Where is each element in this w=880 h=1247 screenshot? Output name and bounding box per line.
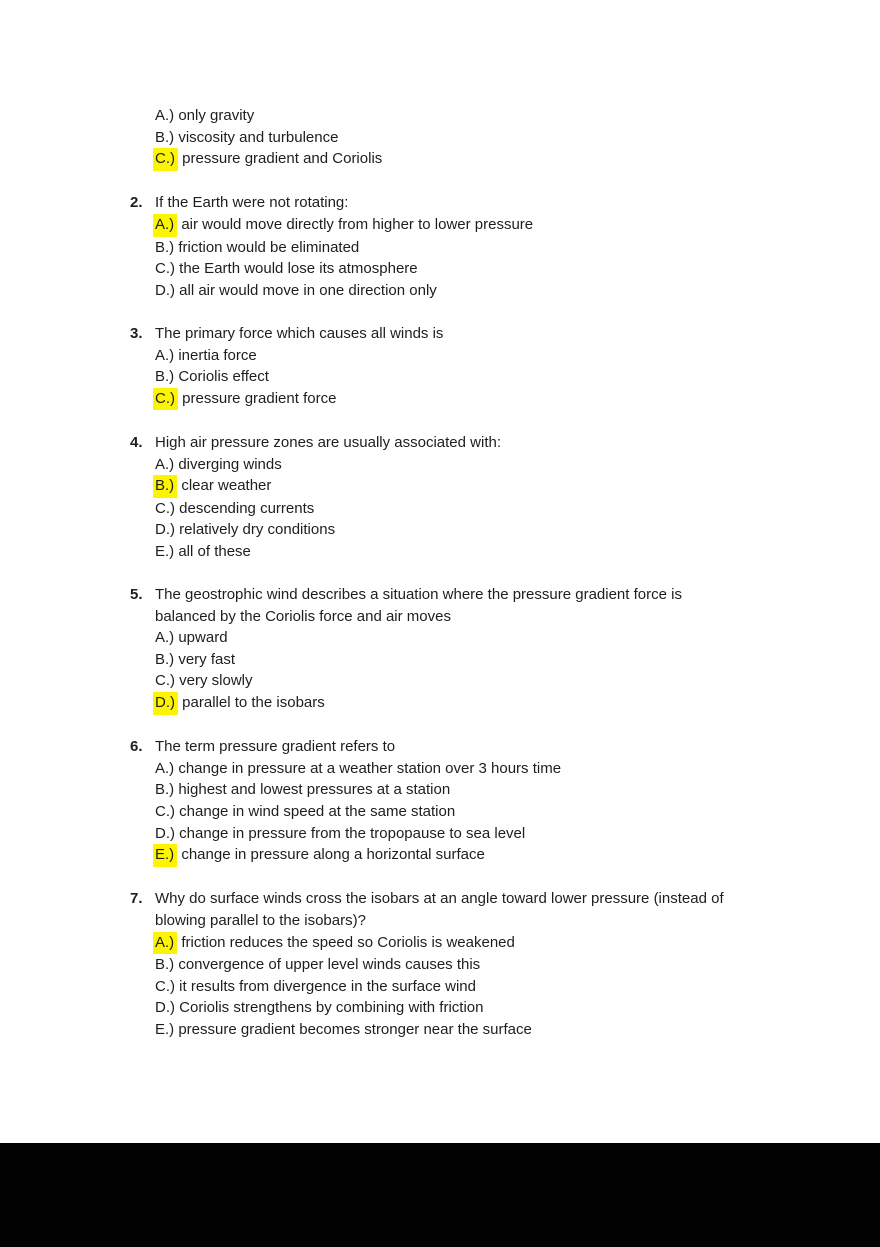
question xyxy=(130,736,825,867)
option-text: only gravity xyxy=(174,107,255,124)
answer-option xyxy=(155,541,825,563)
answer-option xyxy=(155,148,825,171)
question xyxy=(130,323,825,410)
question-number: 6. xyxy=(130,738,143,756)
option-text: change in wind speed at the same station xyxy=(175,803,456,820)
answer-option xyxy=(155,954,825,976)
question-stem: The primary force which causes all winds is xyxy=(155,324,444,342)
answer-option xyxy=(155,844,825,867)
question-header xyxy=(130,888,825,931)
answer-option xyxy=(155,345,825,367)
highlighted-option-label: C.) xyxy=(153,148,178,171)
options-list xyxy=(155,758,825,867)
option-label: D.) xyxy=(155,521,175,539)
answer-option xyxy=(155,670,825,692)
option-text: Coriolis effect xyxy=(174,368,269,386)
question-number: 5. xyxy=(130,586,143,604)
answer-option xyxy=(155,779,825,801)
option-label: A.) xyxy=(155,629,175,647)
highlighted-option-label: E.) xyxy=(153,844,177,867)
answer-option xyxy=(155,105,825,127)
option-label: E.) xyxy=(155,542,175,560)
option-text: it results from divergence in the surface wind xyxy=(175,977,476,995)
answer-option xyxy=(155,258,825,280)
options-list xyxy=(155,454,825,563)
option-label: B.) xyxy=(155,128,175,146)
option-text: change in pressure from the tropopause to sea level xyxy=(175,824,526,842)
highlighted-option-label: B.) xyxy=(153,475,177,498)
option-label: D.) xyxy=(155,824,175,842)
options-list xyxy=(155,214,825,301)
option-text: pressure gradient and Coriolis xyxy=(178,150,383,168)
option-label: D.) xyxy=(155,999,175,1017)
question-number: 7. xyxy=(130,890,143,908)
option-label: C.) xyxy=(155,977,175,995)
question-number: 3. xyxy=(130,324,143,342)
footer-bar xyxy=(0,1143,880,1247)
option-label: B.) xyxy=(155,956,175,974)
option-label: D.) xyxy=(155,281,175,299)
option-text: clear weather xyxy=(177,477,272,495)
answer-option xyxy=(155,801,825,823)
option-text: all air would move in one direction only xyxy=(175,281,437,299)
option-label: B.) xyxy=(155,368,175,386)
question xyxy=(130,432,825,563)
options-list xyxy=(155,932,825,1041)
option-text: air would move directly from higher to lower pressure xyxy=(177,215,534,233)
option-label: A.) xyxy=(155,346,175,364)
option-label: C.) xyxy=(155,672,175,690)
answer-option xyxy=(155,932,825,955)
question xyxy=(130,105,825,171)
option-text: the Earth would lose its atmosphere xyxy=(175,260,418,278)
option-text: parallel to the isobars xyxy=(178,694,325,712)
option-label: C.) xyxy=(155,499,175,517)
answer-option xyxy=(155,649,825,671)
option-text: inertia force xyxy=(174,346,257,364)
option-text: highest and lowest pressures at a station xyxy=(174,781,451,799)
answer-option xyxy=(155,454,825,476)
option-text: friction would be eliminated xyxy=(174,238,360,256)
question xyxy=(130,584,825,715)
answer-option xyxy=(155,627,825,649)
options-list xyxy=(155,345,825,411)
question-header xyxy=(130,323,825,345)
option-label: B.) xyxy=(155,781,175,799)
question-header xyxy=(130,584,825,627)
question-number: 4. xyxy=(130,433,143,451)
option-label: B.) xyxy=(155,238,175,256)
answer-option xyxy=(155,692,825,715)
answer-option xyxy=(155,997,825,1019)
question-stem: Why do surface winds cross the isobars at an angle toward lower pressure (instead of blowing parallel to the isobars)? xyxy=(155,890,724,929)
answer-option xyxy=(155,280,825,302)
question-header xyxy=(130,432,825,454)
highlighted-option-label: D.) xyxy=(153,692,178,715)
option-label: B.) xyxy=(155,650,175,668)
option-text: pressure gradient becomes stronger near the surface xyxy=(174,1020,532,1038)
answer-option xyxy=(155,214,825,237)
option-text: all of these xyxy=(174,542,251,560)
options-list xyxy=(155,105,825,171)
question-header xyxy=(130,192,825,214)
option-text: convergence of upper level winds causes this xyxy=(174,956,481,974)
option-text: relatively dry conditions xyxy=(175,521,336,539)
answer-option xyxy=(155,519,825,541)
answer-option xyxy=(155,366,825,388)
options-list xyxy=(155,627,825,714)
answer-option xyxy=(155,498,825,520)
option-label: C.) xyxy=(155,260,175,278)
option-label: A.) xyxy=(155,455,175,473)
option-label: A.) xyxy=(155,107,175,124)
questions-list xyxy=(130,105,825,1041)
option-text: pressure gradient force xyxy=(178,389,337,407)
answer-option xyxy=(155,823,825,845)
option-text: change in pressure along a horizontal surface xyxy=(177,846,485,864)
question xyxy=(130,192,825,301)
option-text: very fast xyxy=(174,650,236,668)
highlighted-option-label: C.) xyxy=(153,388,178,411)
option-label: A.) xyxy=(155,759,175,777)
option-text: viscosity and turbulence xyxy=(174,128,339,146)
answer-option xyxy=(155,758,825,780)
answer-option xyxy=(155,475,825,498)
question xyxy=(130,888,825,1040)
option-text: descending currents xyxy=(175,499,315,517)
option-text: Coriolis strengthens by combining with friction xyxy=(175,999,484,1017)
option-text: very slowly xyxy=(175,672,253,690)
option-text: friction reduces the speed so Coriolis is weakened xyxy=(177,933,515,951)
option-label: C.) xyxy=(155,803,175,820)
answer-option xyxy=(155,237,825,259)
option-label: E.) xyxy=(155,1020,175,1038)
answer-option xyxy=(155,388,825,411)
highlighted-option-label: A.) xyxy=(153,214,177,237)
question-header xyxy=(130,736,825,758)
question-stem: High air pressure zones are usually associated with: xyxy=(155,433,502,451)
answer-option xyxy=(155,127,825,149)
question-number: 2. xyxy=(130,194,143,212)
option-text: upward xyxy=(174,629,228,647)
answer-option xyxy=(155,976,825,998)
question-stem: The term pressure gradient refers to xyxy=(155,738,396,756)
question-stem: If the Earth were not rotating: xyxy=(155,194,349,212)
answer-option xyxy=(155,1019,825,1041)
option-text: diverging winds xyxy=(174,455,282,473)
option-text: change in pressure at a weather station over 3 hours time xyxy=(174,759,562,777)
question-stem: The geostrophic wind describes a situation where the pressure gradient force is balanced by the Coriolis force and air moves xyxy=(155,586,682,625)
highlighted-option-label: A.) xyxy=(153,932,177,955)
